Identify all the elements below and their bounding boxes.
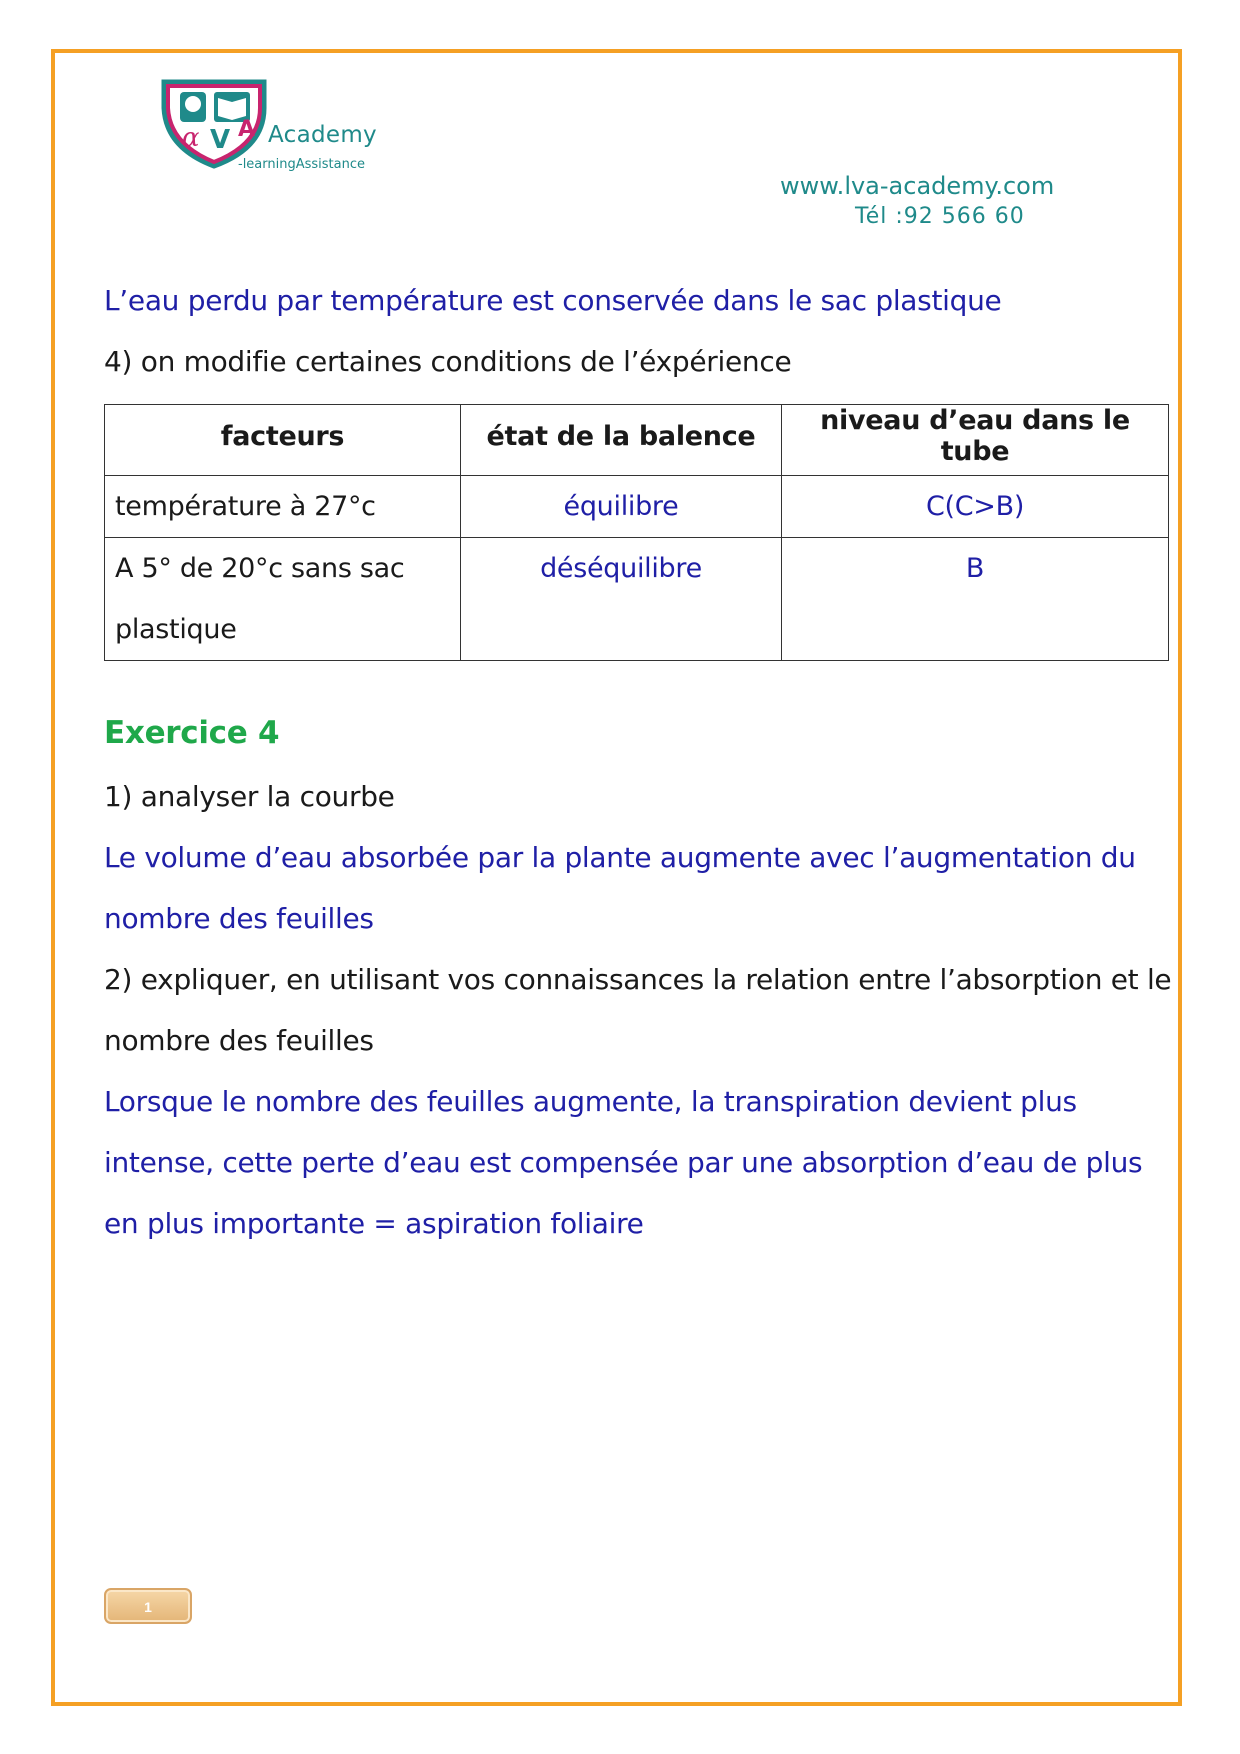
svg-text:A: A: [238, 117, 256, 142]
page-number-badge: 1: [104, 1588, 192, 1624]
table-cell: équilibre: [461, 476, 782, 538]
conditions-table: [104, 404, 1169, 661]
table-header-row: [105, 405, 1169, 476]
table-header: niveau d’eau dans le tube: [782, 405, 1169, 476]
website-link[interactable]: www.lva-academy.com: [780, 172, 1055, 200]
svg-text:α: α: [182, 123, 200, 153]
table-header: état de la balence: [461, 405, 782, 476]
table-cell: B: [782, 538, 1169, 661]
answer-1-line-1: Le volume d’eau absorbée par la plante augmente avec l’augmentation du: [104, 841, 1136, 874]
table-row: [105, 538, 1169, 661]
question-1: 1) analyser la courbe: [104, 780, 395, 813]
question-2-line-1: 2) expliquer, en utilisant vos connaissances la relation entre l’absorption et le: [104, 963, 1172, 996]
logo-academy-text: Academy: [268, 122, 377, 148]
question-4: 4) on modifie certaines conditions de l’éxpérience: [104, 345, 792, 378]
answer-2-line-1: Lorsque le nombre des feuilles augmente, la transpiration devient plus: [104, 1085, 1077, 1118]
answer-2-line-2: intense, cette perte d’eau est compensée par une absorption d’eau de plus: [104, 1146, 1143, 1179]
table-cell: C(C>B): [782, 476, 1169, 538]
table-row: [105, 476, 1169, 538]
table-cell: température à 27°c: [105, 476, 461, 538]
table-cell: A 5° de 20°c sans sac plastique: [105, 538, 461, 661]
exercise-title: Exercice 4: [104, 715, 280, 751]
question-2-line-2: nombre des feuilles: [104, 1024, 374, 1057]
svg-text:V: V: [210, 125, 231, 155]
answer-1-line-2: nombre des feuilles: [104, 902, 374, 935]
answer-line: L’eau perdu par température est conservée dans le sac plastique: [104, 284, 1002, 317]
academy-logo: [160, 78, 390, 178]
answer-2-line-3: en plus importante = aspiration foliaire: [104, 1207, 644, 1240]
phone-number: Tél :92 566 60: [855, 204, 1025, 229]
logo-tagline: -learningAssistance: [238, 157, 365, 172]
table-cell: déséquilibre: [461, 538, 782, 661]
table-header: facteurs: [105, 405, 461, 476]
